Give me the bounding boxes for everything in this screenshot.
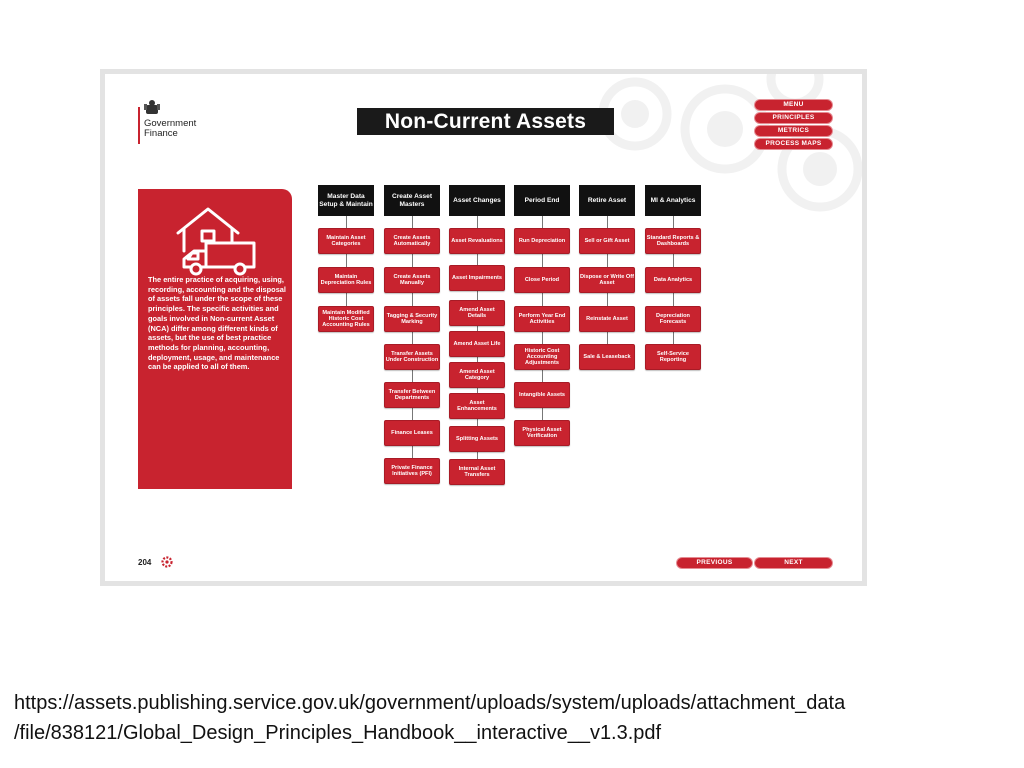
process-box[interactable]: Asset Impairments — [449, 265, 505, 291]
process-box[interactable]: Amend Asset Category — [449, 362, 505, 388]
process-box[interactable]: Physical Asset Verification — [514, 420, 570, 446]
process-box[interactable]: Sale & Leaseback — [579, 344, 635, 370]
process-box[interactable]: Asset Enhancements — [449, 393, 505, 419]
process-box[interactable]: Run Depreciation — [514, 228, 570, 254]
column-header[interactable]: Asset Changes — [449, 185, 505, 216]
process-box[interactable]: Splitting Assets — [449, 426, 505, 452]
panel-description: The entire practice of acquiring, using, recording, accounting and the disposal of assets fall under the scope of these principles. The specific activities and goals involved in Non-current Asset (NCA) differ among different kinds of assets, but the use of best practice methods for planning, accounting, deployment, usage, and maintenance can be applied to all of them. — [148, 275, 286, 372]
handbook-page — [105, 74, 862, 581]
process-box[interactable]: Tagging & Security Marking — [384, 306, 440, 332]
process-box[interactable]: Asset Revaluations — [449, 228, 505, 254]
process-box[interactable]: Sell or Gift Asset — [579, 228, 635, 254]
process-box[interactable]: Internal Asset Transfers — [449, 459, 505, 485]
process-box[interactable]: Standard Reports & Dashboards — [645, 228, 701, 254]
column-header[interactable]: MI & Analytics — [645, 185, 701, 216]
nav-metrics-button[interactable]: METRICS — [755, 126, 832, 136]
column-header[interactable]: Period End — [514, 185, 570, 216]
nav-principles-button[interactable]: PRINCIPLES — [755, 113, 832, 123]
slide-frame — [100, 69, 867, 586]
process-box[interactable]: Maintain Asset Categories — [318, 228, 374, 254]
process-box[interactable]: Dispose or Write Off Asset — [579, 267, 635, 293]
source-url[interactable] — [14, 688, 1014, 748]
process-box[interactable]: Intangible Assets — [514, 382, 570, 408]
process-box[interactable]: Self-Service Reporting — [645, 344, 701, 370]
process-box[interactable]: Transfer Between Departments — [384, 382, 440, 408]
logo-line-1: Government — [144, 118, 197, 129]
process-box[interactable]: Historic Cost Accounting Adjustments — [514, 344, 570, 370]
previous-button[interactable]: PREVIOUS — [677, 558, 752, 568]
process-box[interactable]: Transfer Assets Under Construction — [384, 344, 440, 370]
process-map-diagram — [105, 74, 862, 581]
process-box[interactable]: Maintain Modified Historic Cost Accounting Rules — [318, 306, 374, 332]
process-box[interactable]: Data Analytics — [645, 267, 701, 293]
page-number: 204 — [138, 558, 152, 567]
process-box[interactable]: Reinstate Asset — [579, 306, 635, 332]
process-box[interactable]: Depreciation Forecasts — [645, 306, 701, 332]
next-button[interactable]: NEXT — [755, 558, 832, 568]
source-url-line-1[interactable]: https://assets.publishing.service.gov.uk/government/uploads/system/uploads/attachment_data — [14, 692, 846, 714]
process-box[interactable]: Finance Leases — [384, 420, 440, 446]
process-box[interactable]: Maintain Depreciation Rules — [318, 267, 374, 293]
logo-line-2: Finance — [144, 128, 178, 139]
process-box[interactable]: Private Finance Initiatives (PFI) — [384, 458, 440, 484]
nav-process-maps-button[interactable]: PROCESS MAPS — [755, 139, 832, 149]
process-box[interactable]: Create Assets Automatically — [384, 228, 440, 254]
nav-menu-button[interactable]: MENU — [755, 100, 832, 110]
process-box[interactable]: Close Period — [514, 267, 570, 293]
column-header[interactable]: Master Data Setup & Maintain — [318, 185, 374, 216]
process-box[interactable]: Amend Asset Life — [449, 331, 505, 357]
column-header[interactable]: Retire Asset — [579, 185, 635, 216]
process-box[interactable]: Perform Year End Activities — [514, 306, 570, 332]
gear-icon — [160, 555, 174, 569]
source-url-line-2[interactable]: /file/838121/Global_Design_Principles_Handbook__interactive__v1.3.pdf — [14, 722, 662, 744]
process-box[interactable]: Create Assets Manually — [384, 267, 440, 293]
column-header[interactable]: Create Asset Masters — [384, 185, 440, 216]
process-box[interactable]: Amend Asset Details — [449, 300, 505, 326]
page-title: Non-Current Assets — [357, 108, 614, 135]
